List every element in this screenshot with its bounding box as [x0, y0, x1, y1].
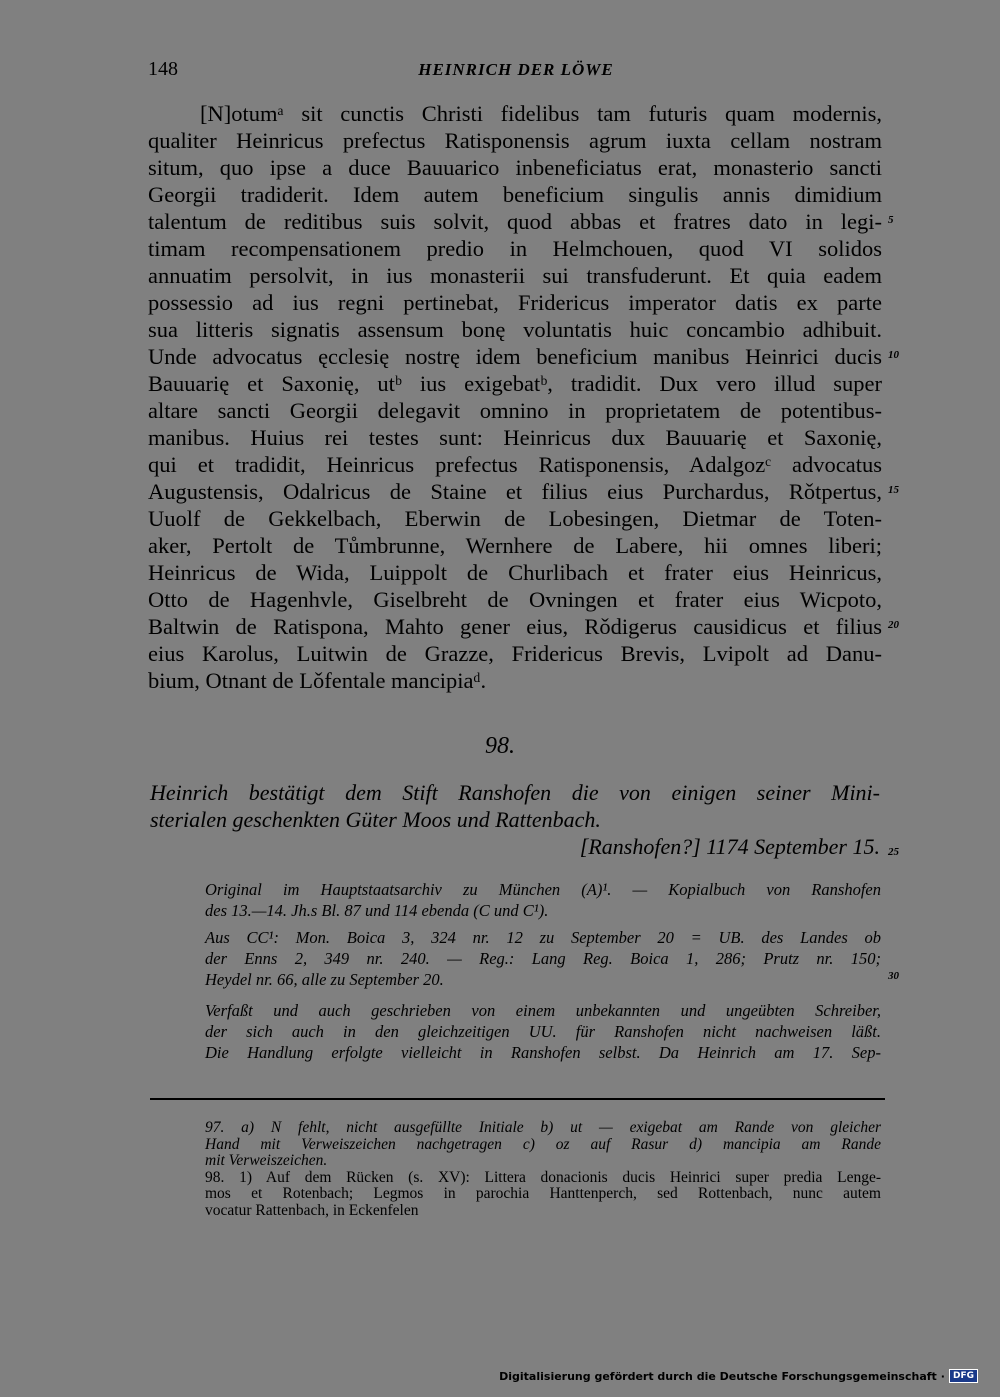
charter-text [148, 100, 882, 694]
text-line: altare sancti Georgii delegavit omnino in proprietatem de potentibus- [148, 398, 882, 423]
text-line: Unde advocatus ęcclesię nostrę idem beneficium manibus Heinrici ducis [148, 344, 882, 369]
text-line: qui et tradidit, Heinricus prefectus Ratisponensis, Adalgozᶜ advocatus [148, 452, 882, 477]
page-number: 148 [148, 58, 178, 80]
text-line: Georgii tradiderit. Idem autem beneficium singulis annis dimidium [148, 182, 882, 207]
text-line: qualiter Heinricus prefectus Ratisponensis agrum iuxta cellam nostram [148, 128, 882, 153]
line-number: 25 [888, 846, 899, 858]
note-line: Aus CC¹: Mon. Boica 3, 324 nr. 12 zu September 20 = UB. des Landes ob [205, 928, 881, 947]
text-line: possessio ad ius regni pertinebat, Fridericus imperator datis ex parte [148, 290, 882, 315]
text-line: Heinricus de Wida, Luippolt de Churlibach et frater eius Heinricus, [148, 560, 882, 585]
text-line: annuatim persolvit, in ius monasterii sui transfuderunt. Et quia eadem [148, 263, 882, 288]
footnote-divider [150, 1098, 885, 1100]
note-line: der Enns 2, 349 nr. 240. — Reg.: Lang Reg. Boica 1, 286; Prutz nr. 150; [205, 949, 881, 968]
dfg-logo-icon: DFG [949, 1369, 978, 1383]
text-line: aker, Pertolt de Tůmbrunne, Wernhere de Labere, hii omnes liberi; [148, 533, 882, 558]
running-head: HEINRICH DER LÖWE [418, 60, 614, 79]
footnote-line: mos et Rotenbach; Legmos in parochia Hanttenperch, sed Rottenbach, nunc autem [205, 1185, 881, 1202]
text-line: situm, quo ipse a duce Bauuarico inbeneficiatus erat, monasterio sancti [148, 155, 882, 180]
footnote-line: mit Verweiszeichen. [205, 1152, 328, 1169]
footnote-line: 97. a) N fehlt, nicht ausgefüllte Initiale b) ut — exigebat am Rande von gleicher [205, 1119, 881, 1136]
text-line: eius Karolus, Luitwin de Grazze, Fridericus Brevis, Lvipolt ad Danu- [148, 641, 882, 666]
commentary-note [205, 1000, 881, 1063]
note-line: Verfaßt und auch geschrieben von einem unbekannten und ungeübten Schreiber, [205, 1001, 881, 1020]
text-line: Augustensis, Odalricus de Staine et filius eius Purchardus, Rǒtpertus, [148, 479, 882, 504]
regest [150, 779, 880, 860]
text-line: Otto de Hagenhvle, Giselbreht de Ovningen et frater eius Wicpoto, [148, 587, 882, 612]
text-line: manibus. Huius rei testes sunt: Heinricus dux Bauuarię et Saxonię, [148, 425, 882, 450]
document-number: 98. [485, 733, 515, 759]
line-number: 5 [888, 214, 894, 226]
funding-credit: Digitalisierung gefördert durch die Deutsche Forschungsgemeinschaft · DFG [499, 1369, 978, 1383]
note-line: des 13.—14. Jh.s Bl. 87 und 114 ebenda (C und C¹). [205, 901, 549, 920]
text-line: talentum de reditibus suis solvit, quod abbas et fratres dato in legi- [148, 209, 882, 234]
regest-line: sterialen geschenkten Güter Moos und Rattenbach. [150, 807, 601, 832]
line-number: 15 [888, 484, 899, 496]
editions-note [205, 927, 881, 990]
line-number: 30 [888, 970, 899, 982]
footnote-line: 98. 1) Auf dem Rücken (s. XV): Littera donacionis ducis Heinrici super predia Lenge- [205, 1168, 881, 1186]
text-line: bium, Otnant de Lǒfentale mancipiaᵈ. [148, 668, 487, 693]
text-line: Uuolf de Gekkelbach, Eberwin de Lobesingen, Dietmar de Toten- [148, 506, 882, 531]
line-number: 10 [888, 349, 899, 361]
text-line: sua litteris signatis assensum bonę voluntatis huic concambio adhibuit. [148, 317, 882, 342]
text-line: timam recompensationem predio in Helmchouen, quod VI solidos [148, 236, 882, 261]
footnote-line: Hand mit Verweiszeichen nachgetragen c) oz auf Rasur d) mancipia am Rande [205, 1135, 881, 1153]
text-line: Bauuarię et Saxonię, utᵇ ius exigebatᵇ, tradidit. Dux vero illud super [148, 371, 882, 396]
footnotes [205, 1120, 881, 1219]
note-line: Die Handlung erfolgte vielleicht in Ranshofen selbst. Da Heinrich am 17. Sep- [205, 1043, 881, 1062]
date-line: [Ranshofen?] 1174 September 15. [579, 834, 880, 859]
note-line: Original im Hauptstaatsarchiv zu München (A)¹. — Kopialbuch von Ranshofen [205, 880, 881, 899]
text-line: Baltwin de Ratispona, Mahto gener eius, Rǒdigerus causidicus et filius [148, 614, 882, 639]
footnote-line: vocatur Rattenbach, in Eckenfelen [205, 1201, 419, 1219]
credit-text: Digitalisierung gefördert durch die Deutsche Forschungsgemeinschaft [499, 1369, 937, 1383]
text-line: [N]otumᵃ sit cunctis Christi fidelibus tam futuris quam modernis, [200, 101, 882, 126]
page-header [148, 58, 884, 84]
transmission-note [205, 879, 881, 921]
regest-line: Heinrich bestätigt dem Stift Ranshofen die von einigen seiner Mini- [150, 780, 880, 805]
note-line: Heydel nr. 66, alle zu September 20. [205, 970, 444, 989]
note-line: der sich auch in den gleichzeitigen UU. für Ranshofen nicht nachweisen läßt. [205, 1022, 881, 1041]
line-number: 20 [888, 619, 899, 631]
